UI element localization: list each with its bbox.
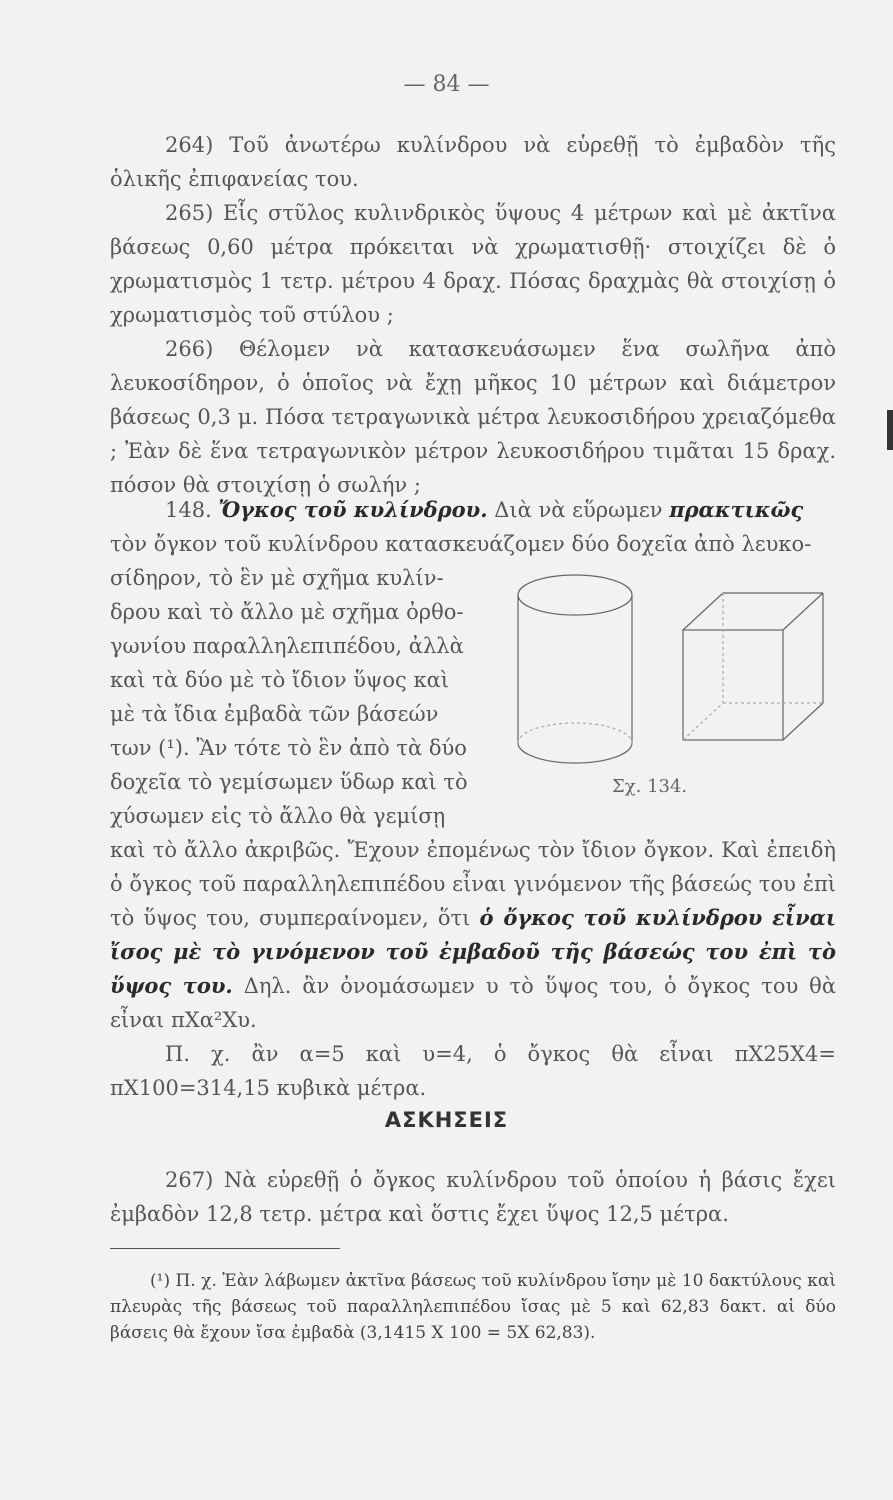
section-number: 148. (165, 498, 212, 522)
section-148-intro (110, 493, 836, 561)
formula-text: Δηλ. ἂν ὀνομάσωμεν υ τὸ ὕψος του, ὁ ὄγκος του θὰ εἶναι πΧα²Χυ. (110, 974, 836, 1032)
text-line: σίδηρον, τὸ ἓν μὲ σχῆμα κυλίν- (110, 566, 444, 590)
section-148-first-line (110, 493, 836, 527)
exercise-265: 265) Εἷς στῦλος κυλινδρικὸς ὕψους 4 μέτρων καὶ μὲ ἀκτῖνα βάσεως 0,60 μέτρα πρόκειται νὰ χρωματισθῇ· στοιχίζει δὲ ὁ χρωματισμὸς 1 τετρ. μέτρου 4 δραχ. Πόσας δραχμὰς θὰ στοιχίσῃ ὁ χρωματισμὸς τοῦ στύλου ; (110, 201, 836, 327)
exercises-heading: ΑΣΚΗΣΕΙΣ (384, 1108, 509, 1132)
volume-reasoning (110, 833, 836, 1037)
page-number: — 84 — (403, 72, 490, 97)
text-line: γωνίου παραλληλεπιπέδου, ἀλλὰ (110, 634, 464, 658)
footnote-text: (¹) Π. χ. Ἐὰν λάβωμεν ἀκτῖνα βάσεως τοῦ κυλίνδρου ἴσην μὲ 10 δακτύλους καὶ πλευρὰς τῆς βάσεως τοῦ παραλληλεπιπέδου ἴσας μὲ 5 καὶ 62,83 δακτ. αἱ δύο βάσεις θὰ ἔχουν ἴσα ἐμβαδὰ (3,1415 Χ 100 = 5Χ 62,83). (110, 1271, 836, 1343)
section-148-second-line: τὸν ὄγκον τοῦ κυλίνδρου κατασκευάζομεν δύο δοχεῖα ἀπὸ λευκο- (110, 532, 812, 556)
exercise-267-block (110, 1163, 836, 1231)
emphasis-practically: πρακτικῶς (669, 497, 804, 522)
footnote-divider (110, 1248, 340, 1249)
box-drawing (683, 593, 823, 740)
reasoning-text: καὶ τὸ ἄλλο ἀκριβῶς. Ἔχουν ἐπομένως τὸν ἴδιον ὄγκον. Καὶ ἐπειδὴ ὁ ὄγκος τοῦ παραλληλεπιπέδου εἶναι γινόμενον τῆς βάσεώς του ἐπὶ τὸ ὕψος του, συμπεραίνομεν, ὅτι (110, 838, 836, 930)
text-line: καὶ τὰ δύο μὲ τὸ ἴδιον ὕψος καὶ (110, 668, 449, 692)
footnote (110, 1268, 836, 1346)
worked-example: Π. χ. ἂν α=5 καὶ υ=4, ὁ ὄγκος θὰ εἶναι πΧ25Χ4= πΧ100=314,15 κυβικὰ μέτρα. (110, 1042, 836, 1100)
cylinder-drawing (518, 575, 632, 763)
page-edge-mark (887, 410, 893, 450)
volume-rule: ὁ ὄγκος τοῦ κυλίνδρου εἶναι ἴσος μὲ τὸ γινόμενον τοῦ ἐμβαδοῦ τῆς βάσεώς του ἐπὶ τὸ ὕψος του. (110, 905, 836, 998)
exercise-267: 267) Νὰ εὑρεθῇ ὁ ὄγκος κυλίνδρου τοῦ ὁποίου ἡ βάσις ἔχει ἐμβαδὸν 12,8 τετρ. μέτρα καὶ ὅστις ἔχει ὕψος 12,5 μέτρα. (110, 1168, 836, 1226)
text-line: των (¹). Ἂν τότε τὸ ἓν ἀπὸ τὰ δύο (110, 736, 467, 760)
figure-134 (505, 565, 835, 775)
figure-caption: Σχ. 134. (612, 776, 688, 797)
exercise-264: 264) Τοῦ ἀνωτέρω κυλίνδρου νὰ εὑρεθῇ τὸ ἐμβαδὸν τῆς ὁλικῆς ἐπιφανείας του. (110, 133, 836, 191)
section-148-body (110, 833, 836, 1105)
exercise-266: 266) Θέλομεν νὰ κατασκευάσωμεν ἕνα σωλῆνα ἀπὸ λευκοσίδηρον, ὁ ὁποῖος νὰ ἔχῃ μῆκος 10 μέτρων καὶ διάμετρον βάσεως 0,3 μ. Πόσα τετραγωνικὰ μέτρα λευκοσιδήρου χρειαζόμεθα ; Ἐὰν δὲ ἕνα τετραγωνικὸν μέτρον λευκοσιδήρου τιμᾶται 15 δραχ. πόσον θὰ στοιχίσῃ ὁ σωλήν ; (110, 337, 836, 497)
text-line: χύσωμεν εἰς τὸ ἄλλο θὰ γεμίσῃ (110, 804, 446, 828)
section-title: Ὄγκος τοῦ κυλίνδρου. (218, 497, 488, 522)
section-lead: Διὰ νὰ εὕρωμεν (494, 498, 663, 522)
text-line: δοχεῖα τὸ γεμίσωμεν ὕδωρ καὶ τὸ (110, 770, 468, 794)
text-line: δρου καὶ τὸ ἄλλο μὲ σχῆμα ὀρθο- (110, 600, 464, 624)
figure-side-text (110, 561, 510, 833)
exercises-264-266 (110, 128, 836, 502)
text-line: μὲ τὰ ἴδια ἐμβαδὰ τῶν βάσεών (110, 702, 439, 726)
